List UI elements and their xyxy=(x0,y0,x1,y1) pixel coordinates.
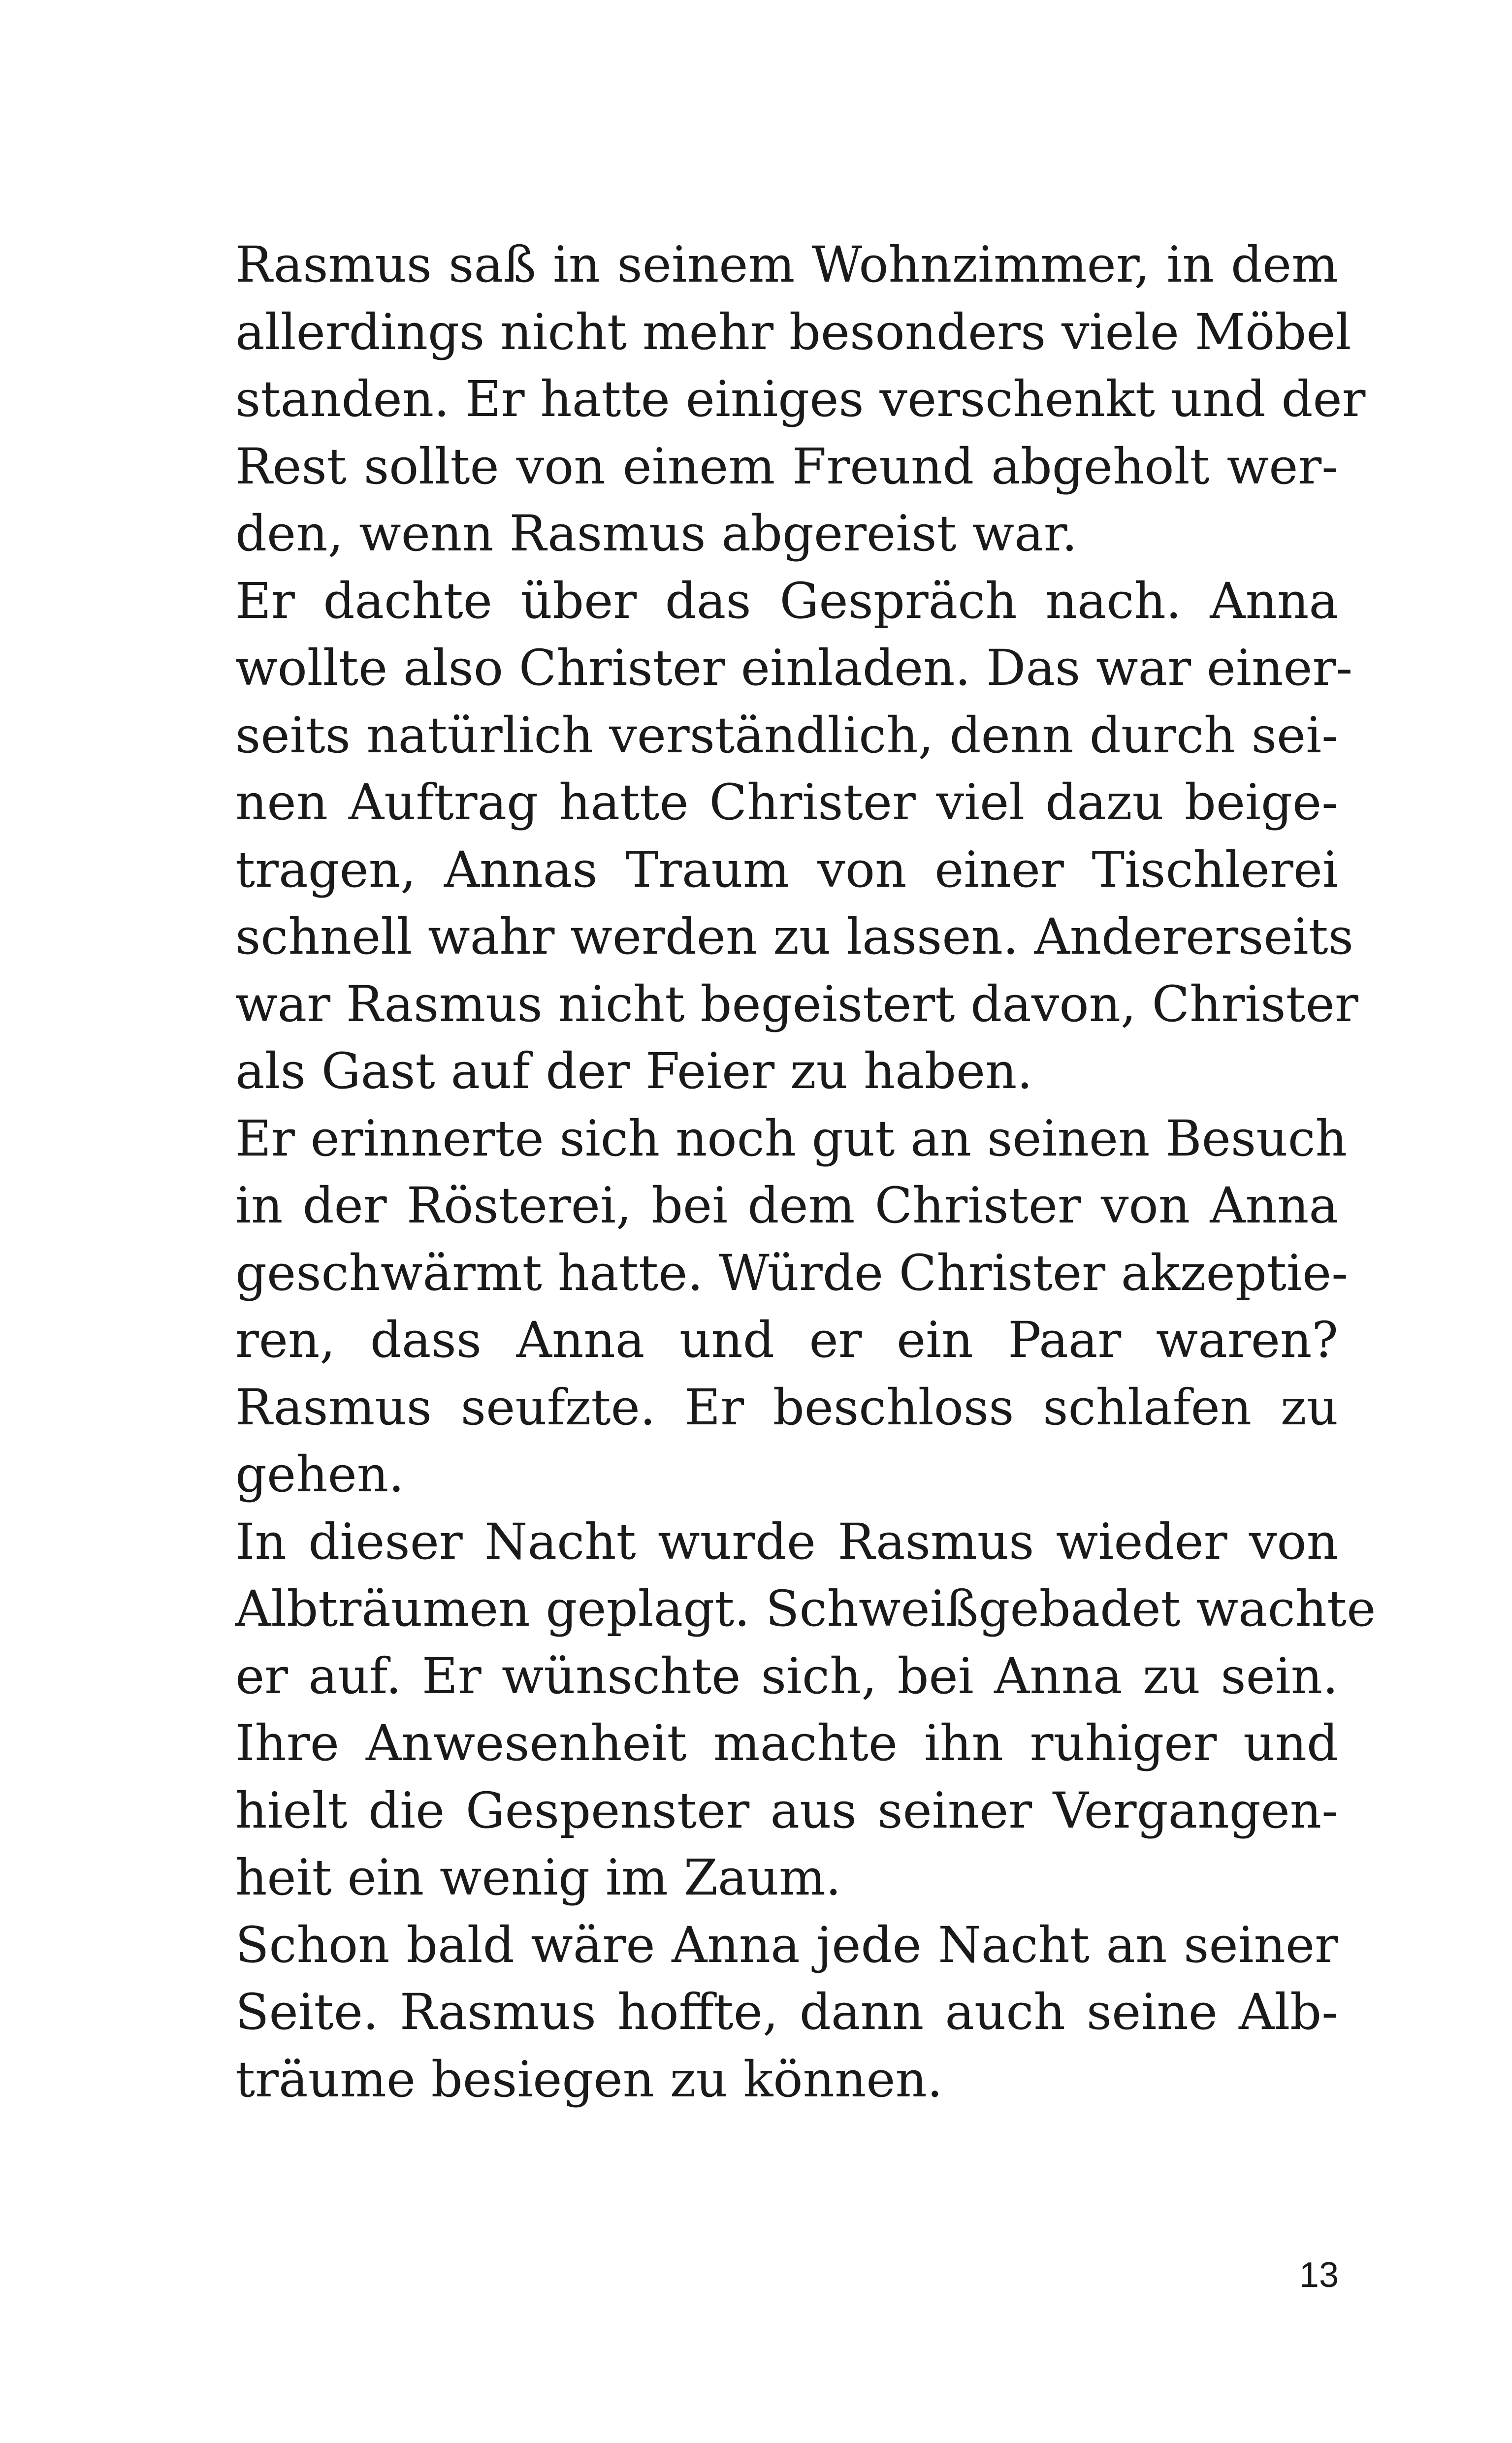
text-line: er auf. Er wünschte sich, bei Anna zu sein. xyxy=(235,1647,1338,1705)
text-line: seits natürlich verständlich, denn durch sei- xyxy=(235,706,1338,764)
text-line: als Gast auf der Feier zu haben. xyxy=(235,1042,1033,1100)
body-text xyxy=(235,231,1376,2113)
text-line: in der Rösterei, bei dem Christer von Anna xyxy=(235,1177,1338,1234)
text-line: Er erinnerte sich noch gut an seinen Besuch xyxy=(235,1109,1348,1167)
text-line: Rasmus seufzte. Er beschloss schlafen zu xyxy=(235,1378,1338,1436)
text-line: den, wenn Rasmus abgereist war. xyxy=(235,505,1078,562)
text-line: gehen. xyxy=(235,1446,404,1503)
text-line: Rest sollte von einem Freund abgeholt wer- xyxy=(235,437,1338,495)
text-line: tragen, Annas Traum von einer Tischlerei xyxy=(235,840,1338,899)
text-line: nen Auftrag hatte Christer viel dazu beige- xyxy=(235,773,1338,831)
text-line: allerdings nicht mehr besonders viele Möbel xyxy=(235,303,1351,361)
text-line: Rasmus saß in seinem Wohnzimmer, in dem xyxy=(235,236,1338,293)
text-line: standen. Er hatte einiges verschenkt und der xyxy=(235,370,1366,428)
text-line: ren, dass Anna und er ein Paar waren? xyxy=(235,1311,1338,1369)
text-line: In dieser Nacht wurde Rasmus wieder von xyxy=(235,1512,1338,1571)
page-number: 13 xyxy=(1299,2255,1339,2295)
text-line: Er dachte über das Gespräch nach. Anna xyxy=(235,572,1338,630)
text-line: wollte also Christer einladen. Das war einer- xyxy=(235,639,1353,697)
text-line: Schon bald wäre Anna jede Nacht an seiner xyxy=(235,1916,1338,1974)
text-line: hielt die Gespenster aus seiner Vergangen- xyxy=(235,1781,1338,1839)
text-line: schnell wahr werden zu lassen. Andererseits xyxy=(235,908,1354,965)
text-line: geschwärmt hatte. Würde Christer akzeptie- xyxy=(235,1244,1349,1302)
text-line: war Rasmus nicht begeistert davon, Christer xyxy=(235,975,1358,1033)
text-line: Ihre Anwesenheit machte ihn ruhiger und xyxy=(235,1714,1338,1772)
text-line: Seite. Rasmus hoffte, dann auch seine Alb- xyxy=(235,1983,1338,2041)
text-line: heit ein wenig im Zaum. xyxy=(235,1849,841,1906)
text-line: Albträumen geplagt. Schweißgebadet wachte xyxy=(235,1580,1376,1638)
text-line: träume besiegen zu können. xyxy=(235,2050,943,2108)
